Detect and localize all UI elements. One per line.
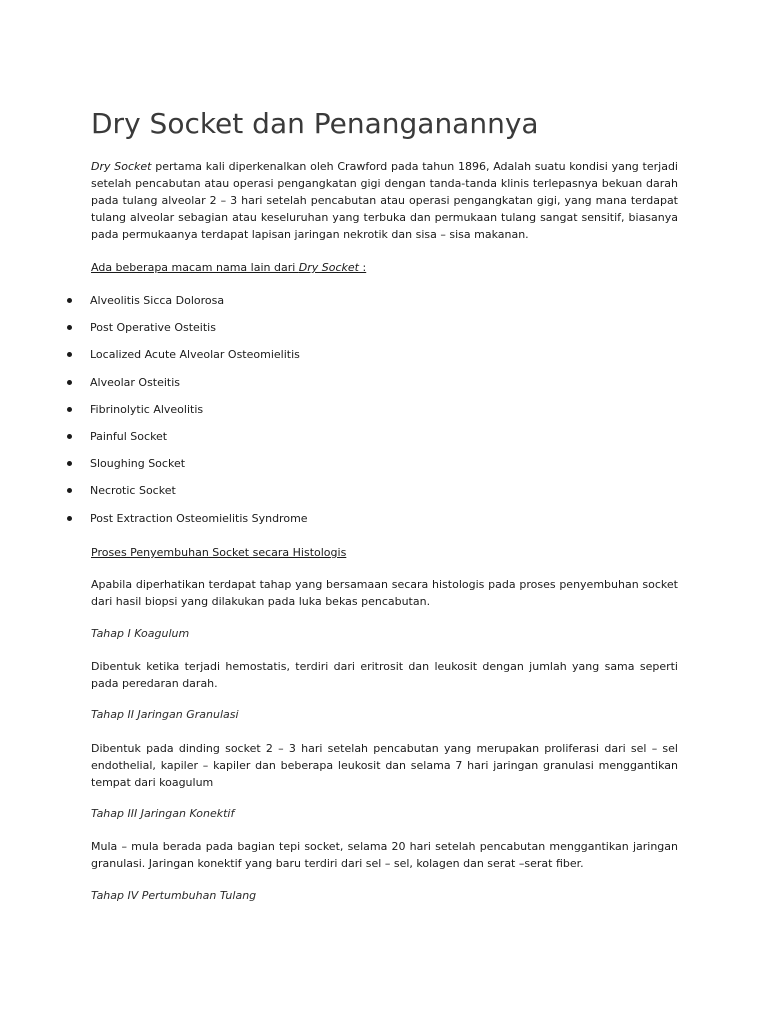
stage-2-text: Dibentuk pada dinding socket 2 – 3 hari setelah pencabutan yang merupakan proliferasi dari sel – sel endothelial, kapiler – kapiler dan beberapa leukosit dan selama 7 hari jaringan granulasi menggantikan tempat dari koagulum: [91, 742, 678, 789]
other-names-heading-term: Dry Socket: [298, 261, 359, 274]
bullet-icon: [67, 298, 72, 303]
bullet-icon: [67, 352, 72, 357]
bullet-icon: [67, 488, 72, 493]
intro-lead-term: Dry Socket: [91, 160, 152, 173]
bullet-icon: [67, 380, 72, 385]
bullet-icon: [67, 516, 72, 521]
intro-paragraph: [91, 158, 678, 243]
stage-3-title: Tahap III Jaringan Konektif: [91, 807, 235, 820]
stage-3-text: Mula – mula berada pada bagian tepi socket, selama 20 hari setelah pencabutan menggantikan jaringan granulasi. Jaringan konektif yang baru terdiri dari sel – sel, kolagen dan serat –serat fiber.: [91, 840, 678, 870]
stage-2-title: Tahap II Jaringan Granulasi: [91, 708, 239, 721]
list-item-text: Alveolar Osteitis: [90, 375, 181, 389]
list-item-text: Alveolitis Sicca Dolorosa: [90, 294, 225, 307]
list-item-text: Post Extraction Osteomielitis Syndrome: [90, 511, 308, 525]
bullet-icon: [67, 325, 72, 330]
list-item-text: Necrotic Socket: [90, 484, 176, 498]
list-item-text: Localized Acute Alveolar Osteomielitis: [90, 348, 300, 362]
stage-1-text: Dibentuk ketika terjadi hemostatis, terdiri dari eritrosit dan leukosit dengan jumlah yang sama seperti pada peredaran darah.: [91, 660, 678, 690]
healing-intro-paragraph: Apabila diperhatikan terdapat tahap yang bersamaan secara histologis pada proses penyembuhan socket dari hasil biopsi yang dilakukan pada luka bekas pencabutan.: [91, 578, 678, 608]
list-item-text: Post Operative Osteitis: [90, 321, 216, 335]
list-item-text: Sloughing Socket: [90, 457, 186, 471]
page-title: Dry Socket dan Penanganannya: [91, 107, 539, 140]
bullet-icon: [67, 434, 72, 439]
bullet-icon: [67, 461, 72, 466]
healing-heading: Proses Penyembuhan Socket secara Histologis: [91, 546, 347, 559]
other-names-heading: [91, 259, 366, 276]
list-item-text: Painful Socket: [90, 429, 168, 443]
bullet-icon: [67, 407, 72, 412]
intro-text: pertama kali diperkenalkan oleh Crawford pada tahun 1896, Adalah suatu kondisi yang terjadi setelah pencabutan atau operasi pengangkatan gigi dengan tanda-tanda klinis terlepasnya bekuan darah pada tulang alveolar 2 – 3 hari setelah pencabutan atau operasi pengangkatan gigi, yang mana terdapat tulang alveolar sebagian atau keseluruhan yang terbuka dan permukaan tulang sangat sensitif, biasanya pada permukaanya terdapat lapisan jaringan nekrotik dan sisa – sisa makanan.: [91, 160, 678, 241]
other-names-heading-suffix: :: [359, 261, 367, 274]
other-names-heading-prefix: Ada beberapa macam nama lain dari: [91, 261, 299, 274]
stage-4-title: Tahap IV Pertumbuhan Tulang: [91, 889, 257, 902]
list-item-text: Fibrinolytic Alveolitis: [90, 402, 204, 416]
stage-1-title: Tahap I Koagulum: [91, 627, 190, 640]
